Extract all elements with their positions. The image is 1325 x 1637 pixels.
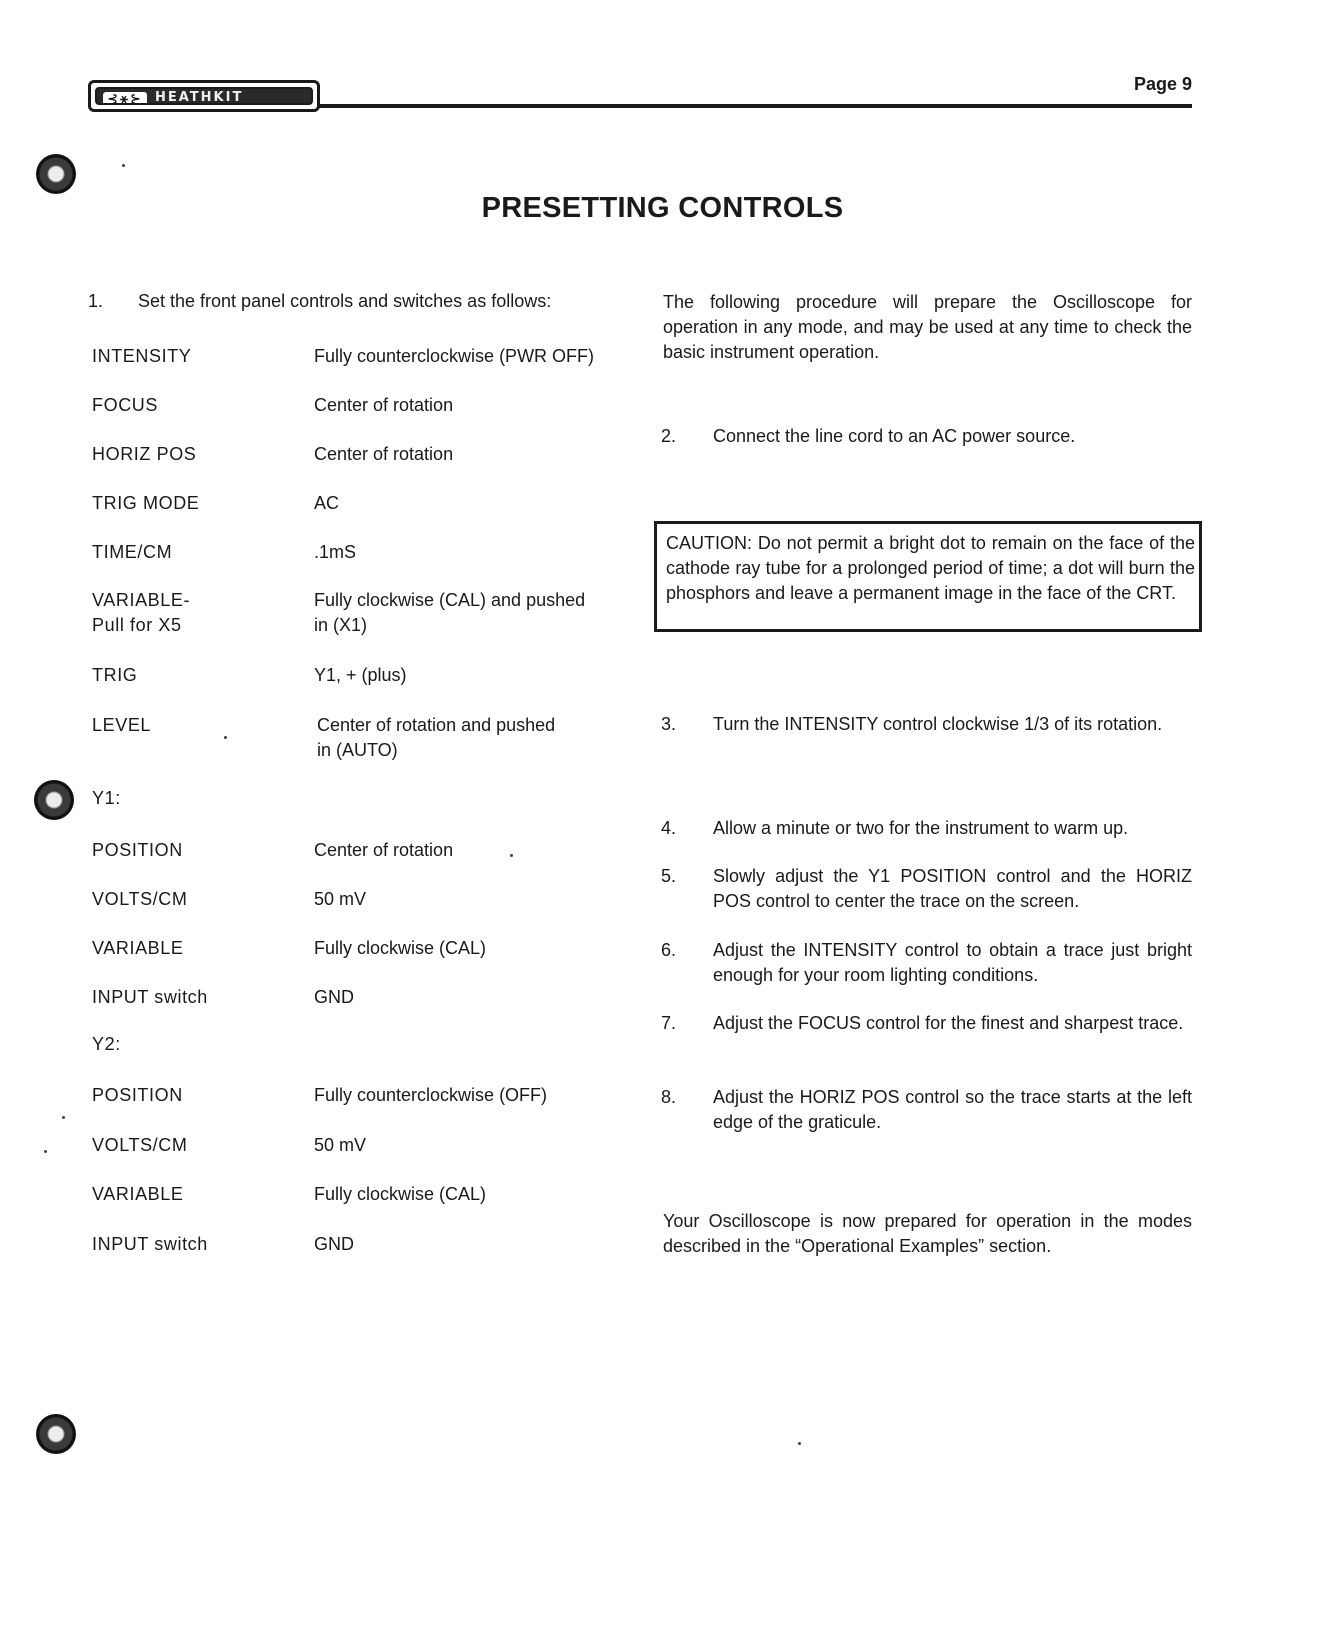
speck bbox=[798, 1442, 801, 1445]
control-label: HORIZ POS bbox=[92, 444, 197, 464]
control-setting-line: Center of rotation and pushed bbox=[317, 715, 556, 735]
step-number: 6. bbox=[661, 940, 677, 960]
punch-hole-icon bbox=[36, 154, 76, 194]
control-label-line: Pull for X5 bbox=[92, 615, 182, 635]
control-setting: 50 mV bbox=[314, 1135, 367, 1155]
control-setting: Center of rotation bbox=[314, 840, 454, 860]
punch-hole-icon bbox=[36, 1414, 76, 1454]
step-text: Turn the INTENSITY control clockwise 1/3 of its rotation. bbox=[713, 714, 1163, 734]
procedure-step bbox=[661, 938, 1192, 988]
control-label: INPUT switch bbox=[92, 1234, 208, 1254]
section-heading-y2: Y2: bbox=[92, 1034, 121, 1054]
procedure-step bbox=[661, 1085, 1192, 1135]
section-heading-y1: Y1: bbox=[92, 788, 121, 808]
step-text: Adjust the HORIZ POS control so the trace starts at the left edge of the graticule. bbox=[713, 1087, 1192, 1132]
step-number: 7. bbox=[661, 1013, 677, 1033]
logo-plate bbox=[95, 87, 313, 105]
control-label-line: VARIABLE- bbox=[92, 590, 191, 610]
control-label: TRIG MODE bbox=[92, 493, 200, 513]
step-1-intro bbox=[88, 291, 551, 312]
control-setting bbox=[314, 588, 634, 638]
control-label bbox=[92, 588, 302, 638]
page-number: Page 9 bbox=[1133, 74, 1192, 94]
control-setting: .1mS bbox=[314, 542, 357, 562]
procedure-step bbox=[661, 712, 1192, 737]
step-text: Allow a minute or two for the instrument to warm up. bbox=[713, 818, 1129, 838]
control-setting bbox=[317, 713, 637, 763]
caution-box: CAUTION: Do not permit a bright dot to remain on the face of the cathode ray tube for a prolonged period of time; a dot will burn the phosphors and leave a permanent image in the face of the CRT. bbox=[654, 521, 1202, 632]
closing-paragraph: Your Oscilloscope is now prepared for operation in the modes described in the “Operational Examples” section. bbox=[663, 1211, 1192, 1256]
step-number: 8. bbox=[661, 1087, 677, 1107]
procedure-step bbox=[661, 1011, 1192, 1036]
step-text: Slowly adjust the Y1 POSITION control and the HORIZ POS control to center the trace on the screen. bbox=[713, 866, 1192, 911]
control-label: VARIABLE bbox=[92, 1184, 184, 1204]
procedure-step bbox=[661, 864, 1192, 914]
control-setting: AC bbox=[314, 493, 340, 513]
logo-emblem-icon: ⊰⚹⊱ bbox=[103, 92, 147, 105]
header-rule bbox=[318, 104, 1192, 108]
step-text: Connect the line cord to an AC power source. bbox=[713, 426, 1076, 446]
step-text: Adjust the FOCUS control for the finest and sharpest trace. bbox=[713, 1013, 1184, 1033]
step-number: 1. bbox=[88, 291, 104, 311]
control-label: VOLTS/CM bbox=[92, 889, 188, 909]
control-setting: Fully counterclockwise (OFF) bbox=[314, 1085, 548, 1105]
control-setting: Fully clockwise (CAL) bbox=[314, 1184, 487, 1204]
speck bbox=[62, 1116, 65, 1119]
control-label: INPUT switch bbox=[92, 987, 208, 1007]
control-label: VOLTS/CM bbox=[92, 1135, 188, 1155]
control-setting: GND bbox=[314, 987, 354, 1007]
control-setting: Center of rotation bbox=[314, 395, 454, 415]
control-setting: Fully clockwise (CAL) bbox=[314, 938, 487, 958]
control-label: INTENSITY bbox=[92, 346, 192, 366]
step-text: Adjust the INTENSITY control to obtain a trace just bright enough for your room lighting conditions. bbox=[713, 940, 1192, 985]
control-label: TRIG bbox=[92, 665, 138, 685]
control-label: POSITION bbox=[92, 840, 183, 860]
heathkit-logo bbox=[88, 80, 320, 112]
speck bbox=[122, 164, 125, 167]
punch-hole-icon bbox=[34, 780, 74, 820]
procedure-intro: The following procedure will prepare the Oscilloscope for operation in any mode, and may be used at any time to check the basic instrument operation. bbox=[663, 292, 1192, 362]
control-label: VARIABLE bbox=[92, 938, 184, 958]
control-setting: 50 mV bbox=[314, 889, 367, 909]
control-label: LEVEL bbox=[92, 715, 152, 735]
control-setting-line: Fully clockwise (CAL) and pushed bbox=[314, 590, 586, 610]
control-label: TIME/CM bbox=[92, 542, 173, 562]
procedure-step bbox=[661, 816, 1192, 841]
procedure-step bbox=[661, 424, 1192, 449]
speck bbox=[44, 1150, 47, 1153]
control-setting-line: in (X1) bbox=[314, 615, 368, 635]
control-setting: Center of rotation bbox=[314, 444, 454, 464]
control-setting: Y1, + (plus) bbox=[314, 665, 407, 685]
control-setting-line: in (AUTO) bbox=[317, 740, 398, 760]
step-text: Set the front panel controls and switches as follows: bbox=[138, 291, 552, 311]
control-label: POSITION bbox=[92, 1085, 183, 1105]
control-label: FOCUS bbox=[92, 395, 158, 415]
logo-text: HEATHKIT bbox=[155, 90, 244, 105]
step-number: 4. bbox=[661, 818, 677, 838]
control-setting: Fully counterclockwise (PWR OFF) bbox=[314, 346, 595, 366]
step-number: 3. bbox=[661, 714, 677, 734]
step-number: 2. bbox=[661, 426, 677, 446]
control-setting: GND bbox=[314, 1234, 354, 1254]
page-title: PRESETTING CONTROLS bbox=[481, 192, 844, 224]
step-number: 5. bbox=[661, 866, 677, 886]
